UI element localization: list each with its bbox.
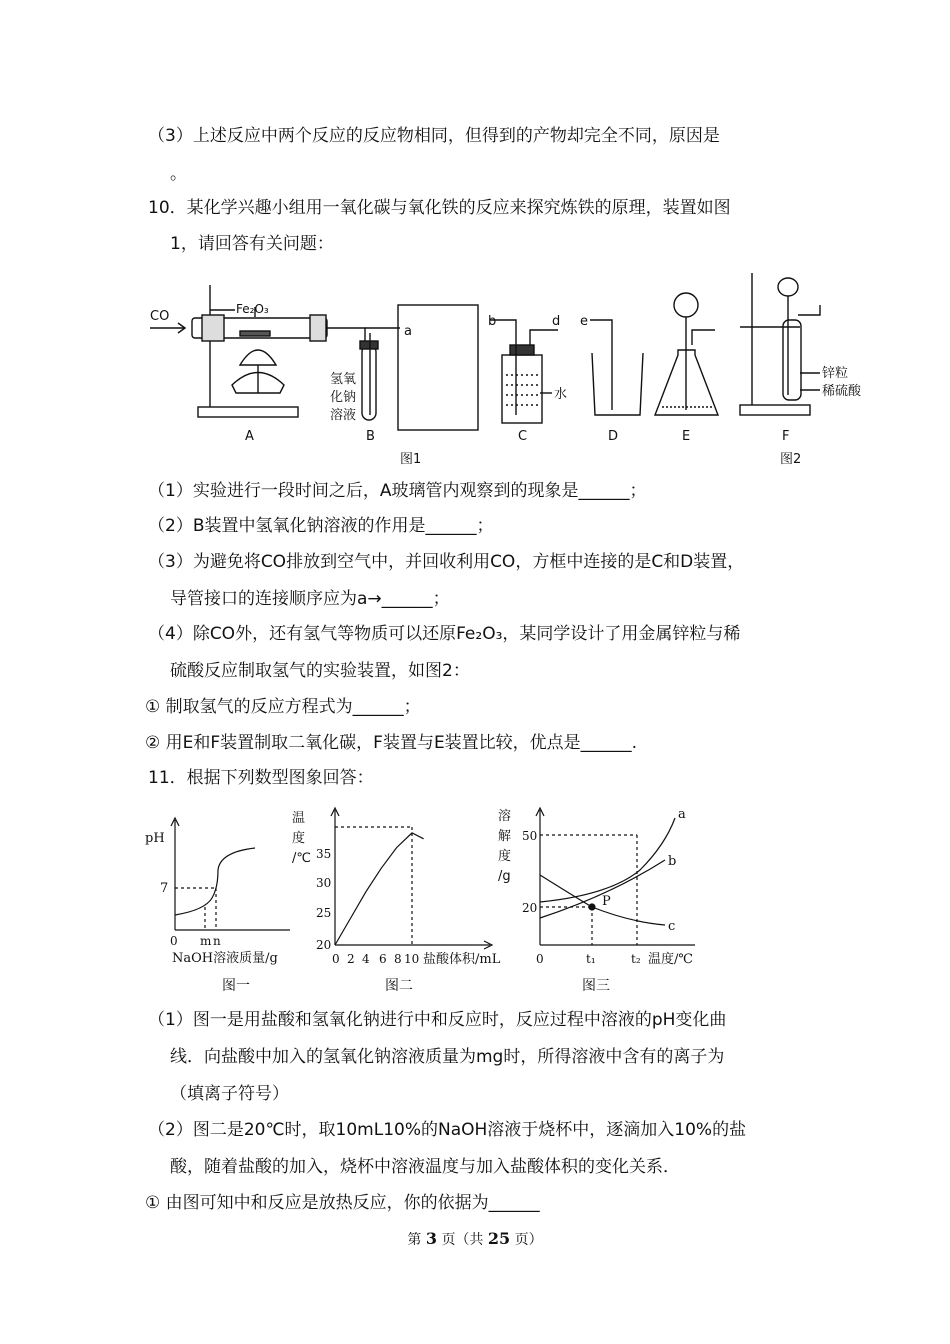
footer-total: 25 bbox=[487, 1229, 511, 1248]
q11-charts bbox=[140, 800, 740, 1000]
chart2-ylabel-1: 温 bbox=[292, 811, 306, 826]
chart2-ylabel-2: 度 bbox=[292, 831, 306, 846]
chart1-ph-curve bbox=[175, 848, 255, 915]
label-fig1: 图1 bbox=[400, 452, 422, 467]
q11-sub1: ① 由图可知中和反应是放热反应，你的依据为______ bbox=[145, 1193, 540, 1213]
q10-p1: （1）实验进行一段时间之后，A玻璃管内观察到的现象是______； bbox=[148, 481, 647, 501]
label-C: C bbox=[518, 429, 528, 444]
footer-page: 3 bbox=[425, 1229, 437, 1248]
chart3-xlabel: 温度/℃ bbox=[648, 952, 693, 967]
label-port-a: a bbox=[404, 324, 412, 339]
test-tube-b bbox=[362, 345, 376, 420]
beaker-d bbox=[592, 353, 643, 415]
chart2-xlabel: 盐酸体积/mL bbox=[423, 952, 501, 967]
q10-p2: （2）B装置中氢氧化钠溶液的作用是______； bbox=[148, 516, 494, 536]
chart2-xtick-2: 2 bbox=[347, 952, 355, 966]
label-fe2o3: Fe₂O₃ bbox=[236, 302, 269, 316]
chart3-title: 图三 bbox=[582, 978, 610, 994]
q10-stem-line1: 10．某化学兴趣小组用一氧化碳与氧化铁的反应来探究炼铁的原理，装置如图 bbox=[148, 198, 731, 218]
stand-f-base bbox=[740, 405, 810, 415]
label-naoh-1: 氢氧 bbox=[330, 372, 357, 387]
bottle-c bbox=[502, 355, 542, 423]
q10-stem-line2: 1，请回答有关问题： bbox=[170, 234, 334, 254]
q10-sub2: ② 用E和F装置制取二氧化碳，F装置与E装置比较，优点是______. bbox=[145, 733, 638, 753]
label-F: F bbox=[782, 429, 790, 444]
q10-sub1: ① 制取氢气的反应方程式为______； bbox=[145, 697, 421, 717]
chart1-ytick-7: 7 bbox=[160, 881, 169, 896]
label-acid: 稀硫酸 bbox=[822, 384, 862, 399]
chart2-ytick-35: 35 bbox=[316, 847, 332, 861]
label-co: CO bbox=[150, 309, 170, 324]
footer-post: 页） bbox=[514, 1232, 543, 1248]
chart3-label-p: P bbox=[602, 894, 611, 909]
chart1-xtick-0: 0 bbox=[170, 934, 178, 948]
apparatus-figure bbox=[140, 265, 880, 470]
chart2-ytick-25: 25 bbox=[316, 906, 332, 920]
chart2-xtick-10: 10 bbox=[404, 952, 420, 966]
chart1-ylabel: pH bbox=[145, 831, 165, 846]
q10-p4-line2: 硫酸反应制取氢气的实验装置，如图2： bbox=[170, 661, 470, 681]
chart2-ylabel-3: /℃ bbox=[292, 851, 311, 866]
chart3-xtick-t1: t₁ bbox=[586, 952, 596, 966]
chart2-temp-curve bbox=[335, 833, 424, 945]
chart3-ytick-50: 50 bbox=[522, 829, 538, 843]
chart3-curve-b bbox=[540, 860, 665, 918]
label-port-d: d bbox=[552, 314, 561, 329]
chart3-ytick-20: 20 bbox=[522, 901, 538, 915]
chart2-xtick-4: 4 bbox=[362, 952, 370, 966]
q11-p2-line1: （2）图二是20℃时，取10mL10%的NaOH溶液于烧杯中，逐滴加入10%的盐 bbox=[148, 1120, 747, 1140]
page-footer bbox=[0, 1229, 950, 1249]
chart1-title: 图一 bbox=[222, 978, 250, 994]
label-D: D bbox=[608, 429, 619, 444]
q11-p1-line3: （填离子符号） bbox=[170, 1084, 289, 1104]
tube-f bbox=[783, 320, 801, 400]
stand-a-base bbox=[198, 407, 298, 417]
chart2-xtick-8: 8 bbox=[394, 952, 402, 966]
chart3-ylabel-4: /g bbox=[498, 869, 511, 884]
q11-p1-line2: 线．向盐酸中加入的氢氧化钠溶液质量为mg时，所得溶液中含有的离子为 bbox=[170, 1047, 725, 1067]
chart3-label-c: c bbox=[668, 919, 676, 934]
q11-p1-line1: （1）图一是用盐酸和氢氧化钠进行中和反应时，反应过程中溶液的pH变化曲 bbox=[148, 1010, 727, 1030]
label-fig2: 图2 bbox=[780, 452, 802, 467]
footer-mid: 页（共 bbox=[441, 1232, 484, 1248]
label-port-b: b bbox=[488, 314, 497, 329]
chart3-ylabel-2: 解 bbox=[498, 829, 512, 844]
label-A: A bbox=[245, 429, 254, 444]
chart2-title: 图二 bbox=[385, 978, 413, 994]
label-port-e: e bbox=[580, 314, 588, 329]
q9-part3-line1: （3）上述反应中两个反应的反应物相同，但得到的产物却完全不同，原因是 bbox=[148, 126, 720, 146]
chart3-xtick-t2: t₂ bbox=[631, 952, 641, 966]
label-zinc: 锌粒 bbox=[822, 366, 849, 381]
footer-pre: 第 bbox=[407, 1232, 422, 1248]
q10-p4-line1: （4）除CO外，还有氢气等物质可以还原Fe₂O₃，某同学设计了用金属锌粒与稀 bbox=[148, 624, 741, 644]
label-E: E bbox=[682, 429, 691, 444]
label-B: B bbox=[366, 429, 375, 444]
q10-p3-line1: （3）为避免将CO排放到空气中，并回收利用CO，方框中连接的是C和D装置， bbox=[148, 552, 745, 572]
chart3-label-b: b bbox=[668, 854, 677, 869]
chart2-xtick-6: 6 bbox=[379, 952, 387, 966]
chart2-xtick-0: 0 bbox=[332, 952, 340, 966]
chart3-curve-a bbox=[540, 818, 675, 902]
chart3-ylabel-1: 溶 bbox=[498, 809, 512, 824]
chart3-label-a: a bbox=[678, 807, 686, 822]
chart2-ytick-30: 30 bbox=[316, 876, 332, 890]
q11-stem: 11．根据下列数型图象回答： bbox=[148, 768, 374, 788]
q10-p3-line2: 导管接口的连接顺序应为a→______； bbox=[170, 589, 450, 609]
chart3-xtick-0: 0 bbox=[536, 952, 544, 966]
label-naoh-3: 溶液 bbox=[330, 408, 357, 423]
chart1-xtick-m: m bbox=[200, 934, 212, 948]
chart3-ylabel-3: 度 bbox=[498, 849, 512, 864]
label-water: 水 bbox=[554, 387, 568, 402]
q9-part3-line2: 。 bbox=[170, 164, 187, 184]
chart2-ytick-20: 20 bbox=[316, 938, 332, 952]
label-naoh-2: 化钠 bbox=[330, 390, 357, 405]
q11-p2-line2: 酸，随着盐酸的加入，烧杯中溶液温度与加入盐酸体积的变化关系． bbox=[170, 1157, 680, 1177]
chart1-xtick-n: n bbox=[213, 934, 221, 948]
chart1-xlabel: NaOH溶液质量/g bbox=[172, 951, 278, 966]
